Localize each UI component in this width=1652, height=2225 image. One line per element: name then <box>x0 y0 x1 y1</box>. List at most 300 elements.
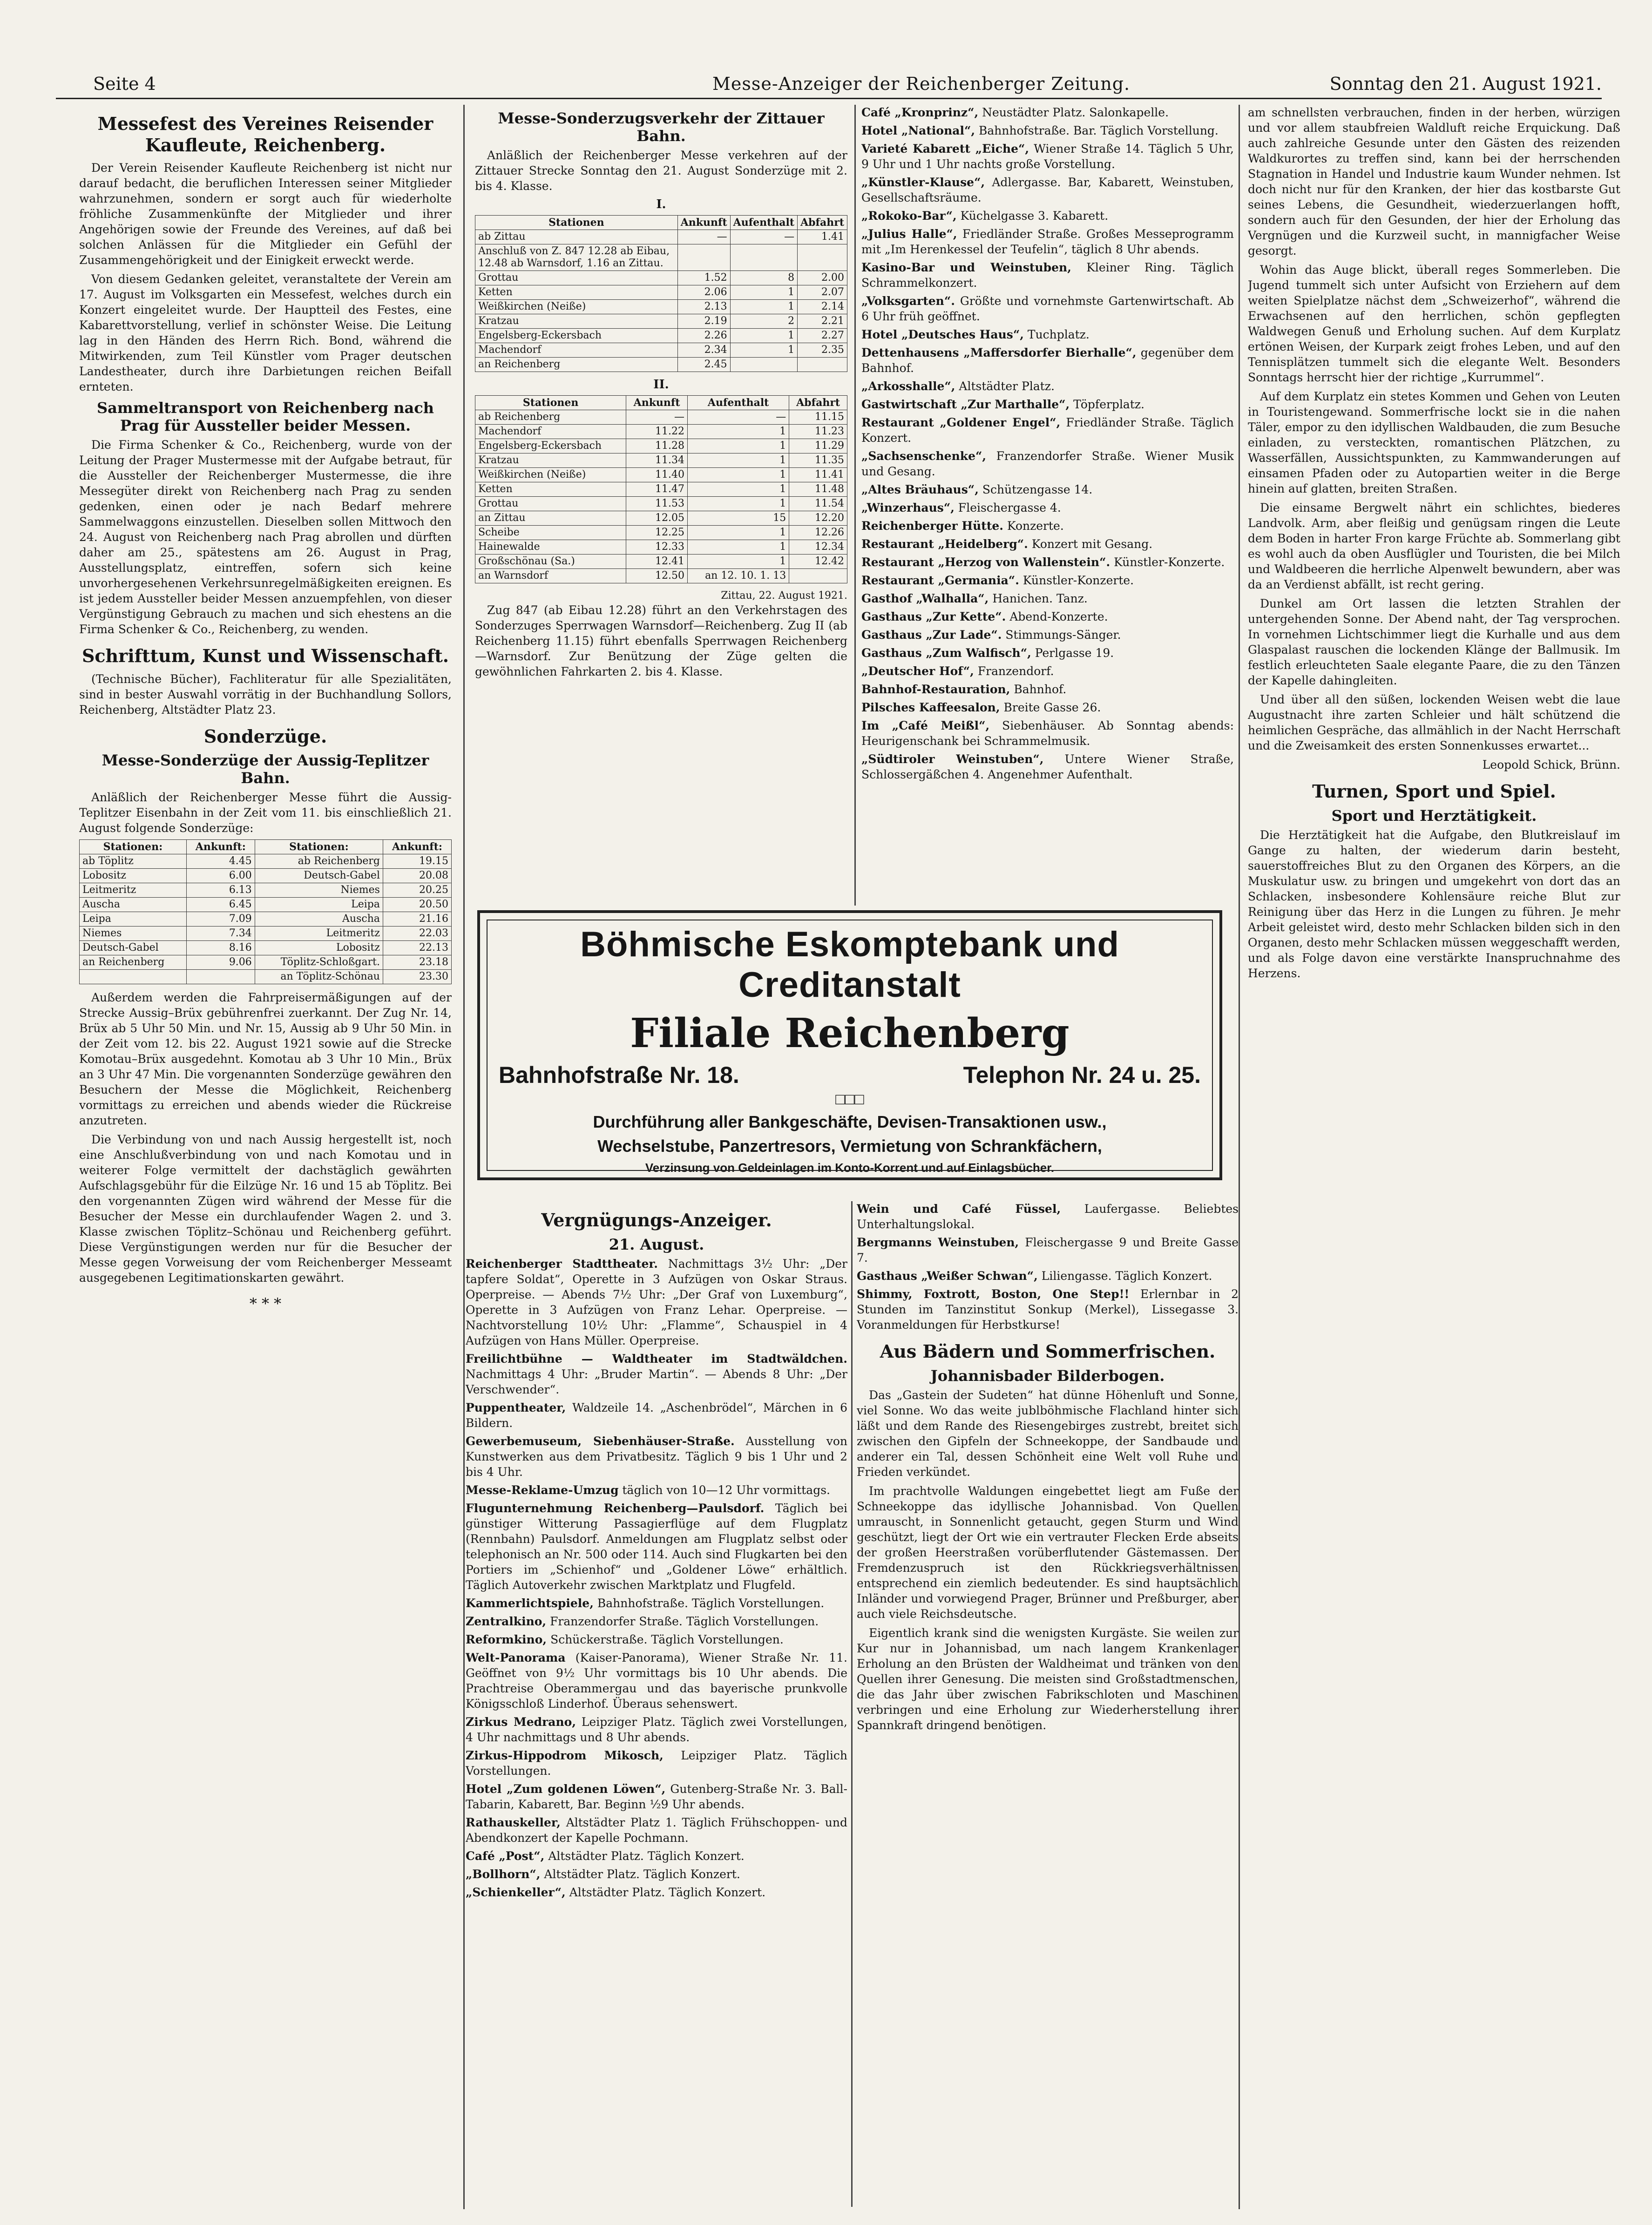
column-rule <box>851 1201 853 2207</box>
table-cell: Leitmeritz <box>80 883 187 898</box>
table-cell: 21.16 <box>383 912 451 927</box>
listing-venue: „Südtiroler Weinstuben“, <box>861 752 1044 766</box>
newspaper-title: Messe-Anzeiger der Reichenberger Zeitung. <box>712 74 1131 94</box>
listing-details: Wiener Straße 14. Täglich 5 Uhr, 9 Uhr und 1 Uhr nachts große Vorstellung. <box>861 142 1234 171</box>
table-cell: Leitmeritz <box>255 927 383 941</box>
article-paragraph: Die Herztätigkeit hat die Aufgabe, den Blutkreislauf im Gange zu halten, der wiederum darin besteht, sauerstoffreiches Blut zu den Organen des Körpers, an die Muskulatur usw. zu bringen und umgekehrt von dort das an Schlacken, insbesondere Kohlensäure reiche Blut zur Reinigung über das Herz in die Lungen zu führen. Je mehr Arbeit geleistet wird, desto mehr Schlacken bilden sich in den Organen, desto mehr Schlacken müssen weggeschafft werden, und als Folge davon eine verstärkte Inanspruchnahme des Herzens. <box>1248 828 1620 980</box>
listing-details: gegenüber dem Bahnhof. <box>861 346 1234 375</box>
listing-details: Leipziger Platz. Täglich zwei Vorstellungen, 4 Uhr nachmittags und 8 Uhr abends. <box>466 1715 847 1744</box>
column-header: Stationen <box>475 396 626 410</box>
table-cell: 6.13 <box>186 883 255 898</box>
listing-venue: Dettenhausens „Maffersdorfer Bierhalle“, <box>861 346 1137 359</box>
listing-details: Nachmittags 4 Uhr: „Bruder Martin“. — Abends 8 Uhr: „Der Verschwender“. <box>466 1367 847 1396</box>
listing-details: Untere Wiener Straße, Schlossergäßchen 4. Angenehmer Aufenthalt. <box>861 752 1234 781</box>
listing-venue: „Altes Bräuhaus“, <box>861 483 979 496</box>
column-header: Abfahrt <box>798 216 847 230</box>
table-cell: Machendorf <box>475 343 678 358</box>
table-label: I. <box>656 197 666 211</box>
listing-details: Größte und vornehmste Gartenwirtschaft. Ab 6 Uhr früh geöffnet. <box>861 294 1234 323</box>
table-cell: Anschluß von Z. 847 12.28 ab Eibau, 12.48 ab Warnsdorf, 1.16 an Zittau. <box>475 244 678 271</box>
article-paragraph: Und über all den süßen, lockenden Weisen webt die laue Augustnacht ihre zarten Schleier und hält schützend die heimlichen Gespräche, das allmählich in der Nacht Herrschaft und die Zweisamkeit des ersten Sonnenkusses erwartet... <box>1248 693 1620 752</box>
listing-venue: Gasthaus „Weißer Schwan“, <box>857 1269 1038 1283</box>
column-header: Stationen: <box>255 840 383 854</box>
table-cell: Lobositz <box>80 869 187 883</box>
table-cell: Leipa <box>255 898 383 912</box>
table-cell: 1 <box>687 439 789 453</box>
article-heading: Messe-Sonderzugsverkehr der Zittauer Bahn. <box>498 109 825 145</box>
article-paragraph: Der Verein Reisender Kaufleute Reichenberg ist nicht nur darauf bedacht, die beruflichen Interessen seiner Mitglieder wahrzunehmen, sondern er sorgt auch für wiederholte fröhliche Zusammenkünfte der Mitglieder und ihrer Angehörigen sowie der Freunde des Vereines, auf daß bei solchen Anlässen für die Mitglieder ein Gefühl der Zusammengehörigkeit und der Einigkeit erweckt werde. <box>79 161 452 267</box>
listing-details: Altstädter Platz. <box>959 379 1055 393</box>
table-cell: 2.19 <box>677 314 730 329</box>
listing-entry <box>466 1501 847 1593</box>
listing-entry <box>861 536 1234 552</box>
table-cell: Kratzau <box>475 314 678 329</box>
listing-entry <box>466 1632 847 1647</box>
table-row <box>80 927 452 941</box>
entertainment-listings <box>466 1201 847 2207</box>
table-cell: 6.00 <box>186 869 255 883</box>
listing-venue: Café „Kronprinz“, <box>861 106 979 119</box>
listing-details: Hanichen. Tanz. <box>992 592 1088 605</box>
listing-details: Liliengasse. Täglich Konzert. <box>1041 1269 1212 1283</box>
listing-venue: Kammerlichtspiele, <box>466 1596 594 1610</box>
column-header: Ankunft: <box>383 840 451 854</box>
article-paragraph: (Technische Bücher), Fachliteratur für alle Spezialitäten, sind in bester Auswahl vorrätig in der Buchhandlung Sollors, Reichenberg, Altstädter Platz 23. <box>79 672 452 717</box>
listing-venue: „Schienkeller“, <box>466 1885 566 1899</box>
listing-venue: Café „Post“, <box>466 1849 545 1863</box>
listing-details: Altstädter Platz. Täglich Konzert. <box>544 1867 740 1881</box>
listing-details: Konzert mit Gesang. <box>1031 537 1153 551</box>
section-separator: * * * <box>249 1295 282 1313</box>
table-row <box>475 453 847 468</box>
listing-venue: „Künstler-Klause“, <box>861 176 985 189</box>
column-4 <box>1248 105 1620 2209</box>
listing-entry <box>466 1781 847 1812</box>
table-row <box>475 271 847 285</box>
table-cell: 20.08 <box>383 869 451 883</box>
article-paragraph: Anläßlich der Reichenberger Messe verkehren auf der Zittauer Strecke Sonntag den 21. August Sonderzüge mit 2. bis 4. Klasse. <box>475 149 847 193</box>
table-cell: 12.25 <box>626 526 688 540</box>
listing-entry <box>466 1885 847 1900</box>
listing-entry <box>861 226 1234 257</box>
table-cell: Kratzau <box>475 453 626 468</box>
column-header: Aufenthalt <box>730 216 797 230</box>
table-cell: 11.29 <box>789 439 847 453</box>
listing-entry <box>466 1482 847 1498</box>
listing-venue: Reichenberger Stadttheater. <box>466 1257 658 1271</box>
listing-venue: „Arkosshalle“, <box>861 379 955 393</box>
table-cell: 1 <box>687 482 789 497</box>
table-row <box>475 569 847 583</box>
listing-details: Tuchplatz. <box>1027 328 1090 341</box>
table-cell: 7.09 <box>186 912 255 927</box>
listing-details: Leipziger Platz. Täglich Vorstellungen. <box>466 1748 847 1778</box>
section-heading: Turnen, Sport und Spiel. <box>1312 781 1556 802</box>
table-cell <box>798 244 847 271</box>
listing-entry <box>861 397 1234 412</box>
listing-details: Friedländer Straße. Täglich Konzert. <box>861 416 1234 445</box>
table-cell: 2 <box>730 314 797 329</box>
table-cell: 8.16 <box>186 941 255 955</box>
listing-details: Perlgasse 19. <box>1035 646 1114 660</box>
table-row <box>475 410 847 425</box>
listing-venue: Restaurant „Heidelberg“. <box>861 537 1028 551</box>
table-cell: 1 <box>687 526 789 540</box>
table-cell: 11.35 <box>789 453 847 468</box>
page-number: Seite 4 <box>93 74 156 94</box>
column-header: Ankunft <box>626 396 688 410</box>
table-cell: 1 <box>687 540 789 555</box>
section-heading: Vergnügungs-Anzeiger. <box>541 1210 772 1231</box>
listing-details: Abend-Konzerte. <box>1009 610 1108 623</box>
table-cell: 1 <box>687 453 789 468</box>
listing-entry <box>861 175 1234 205</box>
listing-entry <box>861 609 1234 624</box>
table-cell: 2.06 <box>677 285 730 300</box>
table-cell: Töplitz-Schloßgart. <box>255 955 383 970</box>
table-row <box>475 468 847 482</box>
article-paragraph: Im prachtvolle Waldungen eingebettet liegt am Fuße der Schneekoppe das idyllische Johannisbad. Von Quellen umrauscht, in Sonnenlicht getaucht, gegen Sturm und Wind geschützt, liegt der Ort wie ein vertrauter Flecken Erde abseits der großen Heerstraßen vorüberflutender Gästemassen. Der Fremdenzuspruch ist den Rückkriegsverhältnissen entsprechend ein ziemlich bedeutender. Es sind hauptsächlich Inländer und vorwiegend Prager, Brünner und Preßburger, aber auch viele Reichsdeutsche. <box>857 1484 1239 1621</box>
table-cell: — <box>730 230 797 244</box>
listing-entry <box>861 682 1234 697</box>
table-cell: 2.07 <box>798 285 847 300</box>
article-paragraph: Dunkel am Ort lassen die letzten Strahlen der untergehenden Sonne. Der Abend naht, der Tag versprochen. In vornehmen Lichtschimmer liegt die Kurhalle und aus dem Glaspalast rauschen die lockenden Klänge der Ballmusik. Im festlich erleuchteten Saale elegante Paare, die zu den Tänzen der Kapelle dahingleiten. <box>1248 597 1620 687</box>
article-paragraph: am schnellsten verbrauchen, finden in der herben, würzigen und vor allem staubfreien Waldluft reiche Erquickung. Daß auch zahlreiche Gesunde unter den Gästen des reizenden Waldkurortes zu treffen sind, kann bei der herrschenden Stagnation in Handel und Industrie kaum Wunder nehmen. Ist doch nicht nur für den Kranken, der hier das kostbarste Gut seines Lebens, die Gesundheit, wiederzuerlangen hofft, sondern auch für den Gesunden, der hier der Erholung das Vergnügen und die Kurzweil sucht, in mannigfacher Weise gesorgt. <box>1248 106 1620 257</box>
table-cell: 6.45 <box>186 898 255 912</box>
listing-entry <box>861 518 1234 534</box>
table-cell: 11.23 <box>789 425 847 439</box>
listing-details: Schückerstraße. Täglich Vorstellungen. <box>550 1632 784 1646</box>
table-cell: 22.13 <box>383 941 451 955</box>
listing-entry <box>466 1351 847 1397</box>
table-row <box>475 425 847 439</box>
listing-venue: „Winzerhaus“, <box>861 501 955 514</box>
listing-details: Künstler-Konzerte. <box>1114 555 1225 569</box>
table-cell <box>186 970 255 984</box>
ad-address: Bahnhofstraße Nr. 18. <box>499 1062 739 1088</box>
table-cell: Grottau <box>475 271 678 285</box>
table-row <box>475 482 847 497</box>
table-row <box>475 329 847 343</box>
listing-venue: Gewerbemuseum, Siebenhäuser-Straße. <box>466 1434 735 1448</box>
listing-details: Gutenberg-Straße Nr. 3. Ball-Tabarin, Kabarett, Bar. Beginn ½9 Uhr abends. <box>466 1782 847 1811</box>
table-row <box>475 439 847 453</box>
table-row <box>80 912 452 927</box>
table-row <box>475 555 847 569</box>
listing-venue: Varieté Kabarett „Eiche“, <box>861 142 1029 156</box>
column-header: Aufenthalt <box>687 396 789 410</box>
listing-details: Täglich bei günstiger Witterung Passagierflüge auf dem Flugplatz (Rennbahn) Paulsdorf. Anmeldungen am Flugplatz selbst oder telephonisch an Nr. 500 oder 114. Auch sind Flugkarten bei den Portiers im „Schienhof“ und „Goldener Löwe“ erhältlich. Täglich Autoverkehr zwischen Marktplatz und Flugfeld. <box>466 1501 847 1592</box>
listing-details: Nachmittags 3½ Uhr: „Der tapfere Soldat“, Operette in 3 Aufzügen von Oskar Straus. Operpreise. — Abends 7½ Uhr: „Der Graf von Luxemburg“, Operette in 3 Aufzügen von Franz Lehar. Operpreise. — Nachtvorstellung 10½ Uhr: „Flamme“, Schauspiel in 4 Aufzügen von Hans Müller. Operpreise. <box>466 1257 847 1347</box>
table-cell: 12.05 <box>626 511 688 526</box>
listing-venue: Restaurant „Germania“. <box>861 574 1019 587</box>
table-cell: Deutsch-Gabel <box>255 869 383 883</box>
listing-venue: Rathauskeller, <box>466 1815 561 1829</box>
listing-venue: „Rokoko-Bar“, <box>861 209 957 223</box>
table-cell: 2.34 <box>677 343 730 358</box>
table-cell: Leipa <box>80 912 187 927</box>
table-cell: an Zittau <box>475 511 626 526</box>
table-row <box>80 883 452 898</box>
table-row <box>475 511 847 526</box>
table-cell: 11.54 <box>789 497 847 511</box>
column-header: Stationen <box>475 216 678 230</box>
listing-details: Franzendorfer Straße. Wiener Musik und Gesang. <box>861 449 1234 478</box>
table-cell: 2.21 <box>798 314 847 329</box>
table-cell: 2.26 <box>677 329 730 343</box>
table-row <box>475 526 847 540</box>
listing-venue: Gasthaus „Zur Lade“. <box>861 628 1002 642</box>
table-row <box>475 300 847 314</box>
column-rule <box>1239 105 1240 2209</box>
listing-details: Franzendorfer Straße. Täglich Vorstellungen. <box>550 1614 819 1628</box>
listing-entry <box>857 1235 1239 1265</box>
table-cell: 12.33 <box>626 540 688 555</box>
table-cell: 11.41 <box>789 468 847 482</box>
table-cell: Auscha <box>80 898 187 912</box>
listing-details: Bahnhof. <box>1014 683 1067 696</box>
bank-advertisement <box>477 910 1222 1180</box>
listing-details: Bahnhofstraße. Bar. Täglich Vorstellung. <box>979 124 1219 137</box>
table-cell: 11.22 <box>626 425 688 439</box>
table-cell: 11.15 <box>789 410 847 425</box>
listing-entry <box>857 1201 1239 1232</box>
listing-details: Schützengasse 14. <box>982 483 1093 496</box>
listing-details: Töpferplatz. <box>1073 398 1145 411</box>
listing-venue: Hotel „National“, <box>861 124 975 137</box>
table-cell <box>677 244 730 271</box>
column-rule <box>854 105 856 906</box>
ad-services-line: Wechselstube, Panzertresors, Vermietung von Schrankfächern, <box>597 1136 1102 1156</box>
timetable-zittau-2 <box>475 395 847 583</box>
article-paragraph: Von diesem Gedanken geleitet, veranstaltete der Verein am 17. August im Volksgarten ein Messefest, welches durch ein Konzert eingeleitet wurde. Der Hauptteil des Festes, eine Kabarettvorstellung, verlief in schönster Weise. Die Leitung lag in den Händen des Herrn Rich. Bond, während die Mitwirkenden, zum Teil Künstler vom Prager deutschen Landestheater, durch ihre Darbietungen reichen Beifall ernteten. <box>79 272 452 394</box>
listing-venue: Gasthof „Walhalla“, <box>861 592 989 605</box>
listing-entry <box>466 1815 847 1846</box>
table-cell: 1 <box>730 300 797 314</box>
section-heading: Sonderzüge. <box>203 725 327 747</box>
ad-bank-name: Böhmische Eskomptebank und Creditanstalt <box>580 925 1119 1005</box>
table-row <box>80 941 452 955</box>
table-cell: 1 <box>730 343 797 358</box>
listing-venue: Reichenberger Hütte. <box>861 519 1003 533</box>
table-cell: 15 <box>687 511 789 526</box>
listing-details: Altstädter Platz. Täglich Konzert. <box>569 1885 766 1899</box>
listing-entry <box>861 663 1234 679</box>
listing-venue: Im „Café Meißl“, <box>861 719 990 732</box>
listing-venue: Zirkus Medrano, <box>466 1715 576 1729</box>
table-cell <box>730 358 797 372</box>
table-cell: Weißkirchen (Neiße) <box>475 468 626 482</box>
table-cell: an Reichenberg <box>475 358 678 372</box>
listing-venue: Pilsches Kaffeesalon, <box>861 701 1000 714</box>
table-cell: — <box>677 230 730 244</box>
column-3-lower <box>857 1201 1239 2207</box>
ad-services-line: Verzinsung von Geldeinlagen im Konto-Korrent und auf Einlagsbücher. <box>645 1161 1055 1175</box>
table-cell <box>789 569 847 583</box>
listing-entry <box>861 379 1234 394</box>
listing-details: Konzerte. <box>1007 519 1064 533</box>
listing-entry <box>466 1848 847 1864</box>
listing-entry <box>861 415 1234 446</box>
listing-venue: Kasino-Bar und Weinstuben, <box>861 261 1071 274</box>
listing-entry <box>861 500 1234 515</box>
table-header-row <box>80 840 452 854</box>
listing-venue: Gasthaus „Zur Kette“. <box>861 610 1006 623</box>
table-cell: ab Zittau <box>475 230 678 244</box>
table-cell: Ketten <box>475 482 626 497</box>
listing-venue: Hotel „Deutsches Haus“, <box>861 328 1024 341</box>
article-paragraph: Eigentlich krank sind die wenigsten Kurgäste. Sie weilen zur Kur nur in Johannisbad, um nach langem Krankenlager Erholung an den Brüsten der Waldheimat und tränken von den Quellen ihrer Genesung. Die meisten sind Großstadtmenschen, die das Jahr über zwischen Fabrikschloten und Maschinen verbringen und eine Erholung zur Wiederherstellung ihrer Spannkraft dringend benötigen. <box>857 1626 1239 1732</box>
table-cell <box>798 358 847 372</box>
listing-entry <box>466 1714 847 1745</box>
table-cell: Hainewalde <box>475 540 626 555</box>
listing-details: Fleischergasse 4. <box>958 501 1061 514</box>
listing-venue: Welt-Panorama <box>466 1650 566 1664</box>
listing-details: Ausstellung von Kunstwerken aus dem Privatbesitz. Täglich 9 bis 1 Uhr und 2 bis 4 Uhr. <box>466 1434 847 1479</box>
section-heading: Aus Bädern und Sommerfrischen. <box>880 1341 1216 1362</box>
article-paragraph: Das „Gastein der Sudeten“ hat dünne Höhenluft und Sonne, viel Sonne. Wo das weite jublböhmische Flachland hinter sich läßt und dem Rande des Riesengebirges zustrebt, breitet sich zwischen den Gipfeln der Schneekoppe, der Sandbaude und anderer ein Tal, dessen Schönheit eine Welt voll Ruhe und Frieden verkündet. <box>857 1388 1239 1479</box>
table-cell: 1.52 <box>677 271 730 285</box>
listing-venue: Restaurant „Goldener Engel“, <box>861 416 1061 429</box>
table-cell: 2.13 <box>677 300 730 314</box>
table-row <box>80 898 452 912</box>
table-cell: ab Reichenberg <box>255 854 383 869</box>
listing-details: Kleiner Ring. Täglich Schrammelkonzert. <box>861 261 1234 290</box>
article-paragraph: Die Verbindung von und nach Aussig hergestellt ist, noch eine Anschlußverbindung von und nach Komotau und in weiterer Folge vermittelt der dachstäglich gewährten Aufschlagsgebühr für die Eilzüge Nr. 16 und 15 ab Töplitz. Bei den vorgenannten Zügen wird während der Messe für die Besucher der Messe ein durchlaufender Wagen 2. und 3. Klasse zwischen Töplitz–Schönau und Reichenberg geführt. Diese Vergünstigungen werden nur für die Besucher der Messe gegen Vorweisung der vom Reichenberger Messeamt ausgegebenen Legitimationskarten gewährt. <box>79 1133 452 1285</box>
table-row <box>475 540 847 555</box>
table-cell: 7.34 <box>186 927 255 941</box>
listing-entry <box>861 105 1234 120</box>
article-heading: Sammeltransport von Reichenberg nach Prag für Aussteller beider Messen. <box>97 399 434 435</box>
listing-details: Neustädter Platz. Salonkapelle. <box>982 106 1169 119</box>
listing-venue: Wein und Café Füssel, <box>857 1202 1061 1216</box>
article-paragraph: Auf dem Kurplatz ein stetes Kommen und Gehen von Leuten in Touristengewand. Sommerfrische lockt sie in die nahen Täler, empor zu den idyllischen Waldbauden, die zum Besuche einladen, zu versteckten, romantischen Plätzchen, zu Wasserfällen, Aussichtspunkten, zu Kammwanderungen auf einsamen Pfaden oder zu Autopartien weiter in die Berge hinein auf glatten, breiten Straßen. <box>1248 390 1620 495</box>
listing-details: täglich von 10—12 Uhr vormittags. <box>622 1483 830 1497</box>
table-cell: 12.20 <box>789 511 847 526</box>
listing-entry <box>861 293 1234 324</box>
listing-entry <box>861 555 1234 570</box>
listing-venue: Zirkus-Hippodrom Mikosch, <box>466 1748 664 1762</box>
listing-details: (Kaiser-Panorama), Wiener Straße Nr. 11. Geöffnet von 9½ Uhr vormittags bis 10 Uhr abends. Die Prachtreise Oberammergau und das bayerische prunkvolle Königsschloß Linderhof. Überaus sehenswert. <box>466 1650 847 1711</box>
table-cell: 2.35 <box>798 343 847 358</box>
table-cell: 1 <box>730 285 797 300</box>
ad-inner-frame <box>487 920 1213 1171</box>
table-cell: an 12. 10. 1. 13 <box>687 569 789 583</box>
listing-venue: Flugunternehmung Reichenberg—Paulsdorf. <box>466 1501 765 1515</box>
table-cell <box>730 244 797 271</box>
timetable-zittau-1 <box>475 215 847 372</box>
table-cell: Auscha <box>255 912 383 927</box>
ad-services-line: Durchführung aller Bankgeschäfte, Devisen-Transaktionen usw., <box>593 1112 1107 1131</box>
listing-details: Breite Gasse 26. <box>1003 701 1101 714</box>
table-cell: 1 <box>687 468 789 482</box>
listing-entry <box>861 327 1234 342</box>
column-1 <box>79 105 452 2209</box>
ad-ornament: □□□ <box>835 1090 864 1108</box>
article-paragraph: Die einsame Bergwelt nährt ein schlichtes, biederes Landvolk. Arm, aber fleißig und genügsam ringen die Leute dem Boden in harter Fron karge Früchte ab. Sommerlang gibt es wohl auch da oben Ausflügler und Touristen, die bei Milch und Waldbeeren die herrliche Alpenwelt bewundern, aber was da an Verdienst abfällt, ist recht gering. <box>1248 501 1620 591</box>
listing-venue: „Deutscher Hof“, <box>861 664 974 678</box>
column-header: Ankunft <box>677 216 730 230</box>
listing-venue: Hotel „Zum goldenen Löwen“, <box>466 1782 666 1796</box>
listing-venue: Reformkino, <box>466 1632 547 1646</box>
table-cell: 11.47 <box>626 482 688 497</box>
listing-entry <box>466 1434 847 1480</box>
table-cell: 2.00 <box>798 271 847 285</box>
article-heading: Johannisbader Bilderbogen. <box>930 1366 1165 1385</box>
listing-entry <box>861 573 1234 588</box>
table-row <box>475 343 847 358</box>
listing-details: Erlernbar in 2 Stunden im Tanzinstitut Sonkup (Merkel), Lissegasse 3. Voranmeldungen für Herbstkurse! <box>857 1287 1239 1332</box>
table-note: Zittau, 22. August 1921. <box>721 590 847 602</box>
listing-entry <box>857 1286 1239 1332</box>
table-cell: 1.41 <box>798 230 847 244</box>
listing-venue: „Bollhorn“, <box>466 1867 541 1881</box>
table-row <box>80 955 452 970</box>
article-paragraph: Anläßlich der Reichenberger Messe führt die Aussig-Teplitzer Eisenbahn in der Zeit vom 11. bis einschließlich 21. August folgende Sonderzüge: <box>79 791 452 835</box>
table-cell: 20.50 <box>383 898 451 912</box>
article-paragraph: Wohin das Auge blickt, überall reges Sommerleben. Die Jugend tummelt sich unter Aufsicht von Erziehern auf dem weiten Spielplatze nächst dem „Schweizerhof“, während die Erwachsenen auf den herrlichen, schön gepflegten Waldwegen Genuß und Erholung suchen. Auf dem Kurplatz ertönen Weisen, der Kurpark zeigt frohes Leben, und auf den Tennisplätzen tummelt sich die elegante Welt. Besonders Sonntags herrscht hier der richtige „Kurrummel“. <box>1248 263 1620 384</box>
table-cell: 1 <box>687 425 789 439</box>
column-header: Abfahrt <box>789 396 847 410</box>
ad-phone: Telephon Nr. 24 u. 25. <box>963 1062 1201 1088</box>
table-cell: 20.25 <box>383 883 451 898</box>
column-header: Stationen: <box>80 840 187 854</box>
listing-details: Bahnhofstraße. Täglich Vorstellungen. <box>597 1596 825 1610</box>
listing-venue: Gasthaus „Zum Walfisch“, <box>861 646 1031 660</box>
column-rule <box>463 105 465 2209</box>
listing-venue: Shimmy, Foxtrott, Boston, One Step!! <box>857 1287 1130 1301</box>
listing-entry <box>466 1596 847 1611</box>
listing-details: Küchelgasse 3. Kabarett. <box>960 209 1109 223</box>
table-row <box>475 244 847 271</box>
table-row <box>80 970 452 984</box>
article-paragraph: Außerdem werden die Fahrpreisermäßigungen auf der Strecke Aussig–Brüx gebührenfrei zuerkannt. Der Zug Nr. 14, Brüx ab 5 Uhr 50 Min. und Nr. 15, Aussig ab 9 Uhr 50 Min. in der Zeit vom 12. bis 22. August 1921 sowie auf die Strecke Komotau–Brüx ausgedehnt. Komotau ab 3 Uhr 10 Min., Brüx an 3 Uhr 47 Min. Die vorgenannten Sonderzüge gewähren den Besuchern der Messe die Möglichkeit, Reichenberg vormittags zu erreichen und abends wieder die Rückreise anzutreten. <box>79 991 452 1128</box>
column-3-listings <box>861 105 1234 896</box>
listing-entry <box>861 627 1234 642</box>
table-cell: — <box>687 410 789 425</box>
table-cell: 2.14 <box>798 300 847 314</box>
listing-entry <box>466 1256 847 1348</box>
table-cell: 19.15 <box>383 854 451 869</box>
listing-details: Franzendorf. <box>977 664 1054 678</box>
listing-date: 21. August. <box>609 1235 704 1253</box>
table-header-row <box>475 216 847 230</box>
table-cell: an Reichenberg <box>80 955 187 970</box>
table-cell: an Warnsdorf <box>475 569 626 583</box>
table-row <box>475 314 847 329</box>
table-cell: 22.03 <box>383 927 451 941</box>
table-cell: 11.40 <box>626 468 688 482</box>
listing-details: Stimmungs-Sänger. <box>1005 628 1121 642</box>
listing-entry <box>861 591 1234 606</box>
table-cell: Lobositz <box>255 941 383 955</box>
listing-entry <box>466 1400 847 1431</box>
table-cell: — <box>626 410 688 425</box>
listing-venue: Gastwirtschaft „Zur Marthalle“, <box>861 398 1070 411</box>
table-cell: Grottau <box>475 497 626 511</box>
listing-entry <box>861 123 1234 138</box>
listing-venue: Messe-Reklame-Umzug <box>466 1483 619 1497</box>
listing-details: Altstädter Platz 1. Täglich Frühschoppen- und Abendkonzert der Kapelle Pochmann. <box>466 1815 847 1845</box>
table-cell: 1 <box>687 555 789 569</box>
table-cell: ab Reichenberg <box>475 410 626 425</box>
table-cell: 1 <box>687 497 789 511</box>
listing-venue: Zentralkino, <box>466 1614 547 1628</box>
listing-entry <box>861 700 1234 715</box>
table-cell: Niemes <box>255 883 383 898</box>
listing-entry <box>861 718 1234 749</box>
listing-entry <box>861 141 1234 172</box>
